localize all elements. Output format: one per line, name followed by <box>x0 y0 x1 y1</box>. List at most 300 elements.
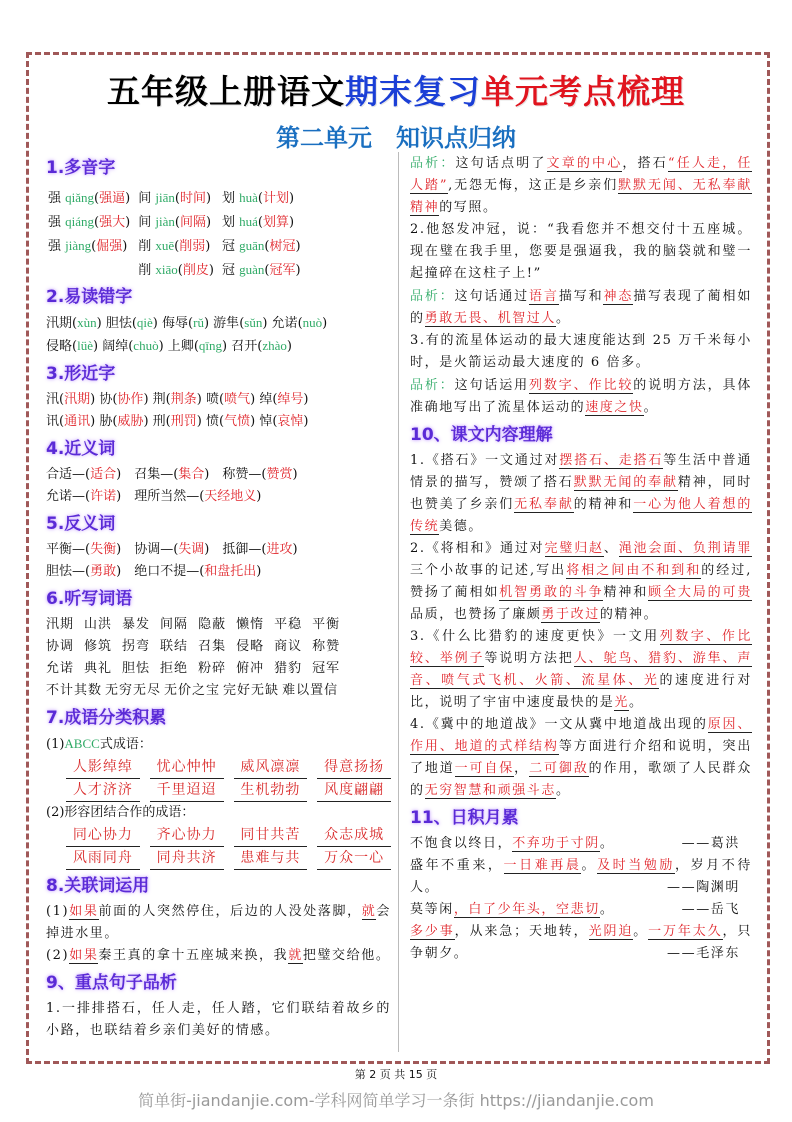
line: 侵略(lüè) 阔绰(chuò) 上卿(qīng) 召开(zhào) <box>46 338 292 354</box>
idiom: 得意扬扬 <box>317 756 391 779</box>
character: 削 <box>138 262 152 278</box>
section-heading: 10、课文内容理解 <box>410 425 553 445</box>
text: 会掉进水里。 <box>46 904 391 941</box>
key-phrase: 就 <box>288 948 303 963</box>
idiom: 忧心忡忡 <box>150 756 224 779</box>
title-part-grade: 五年级上册语文 <box>107 72 345 111</box>
pinyin: jiān <box>155 189 175 205</box>
section-heading: 7.成语分类积累 <box>46 708 167 728</box>
text: 描写表现了蔺相如的 <box>410 289 752 326</box>
text: 1.一排排搭石，任人走，任人踏，它们联结着故乡的小路，也联结着乡亲们美好的情感。 <box>46 1001 391 1038</box>
dictation-words <box>46 614 391 702</box>
key-phrase: 一万年太久 <box>648 924 723 939</box>
text: ， <box>514 761 530 776</box>
key-phrase: ，白了少年头，空悲切 <box>453 902 600 917</box>
section-heading: 2.易读错字 <box>46 287 133 307</box>
key-phrase: 一日难再晨 <box>503 858 582 873</box>
idiom: 齐心协力 <box>150 824 224 847</box>
polyphone-cell: 削 xiāo(削皮) <box>138 261 214 278</box>
example-word: 削弱 <box>179 238 206 254</box>
page-number: 第 2 页 共 15 页 <box>354 1068 438 1081</box>
key-phrase: 机智勇敢的斗争 <box>499 585 604 600</box>
line <box>46 636 391 658</box>
section-heading: 5.反义词 <box>46 514 116 534</box>
idiom-list-abcc <box>46 756 391 802</box>
dictation-word: 拒绝 <box>160 661 189 676</box>
pinyin: sǔn <box>244 315 263 330</box>
word: 刑 <box>152 414 166 429</box>
text: 2.《将相和》通过对 <box>410 541 545 556</box>
line <box>46 658 391 680</box>
abcc-label: ABCC <box>64 736 100 751</box>
key-phrase: 勇敢无畏、机智过人 <box>424 311 557 326</box>
word: 理所当然 <box>134 489 187 504</box>
answer: 喷气 <box>224 392 251 407</box>
word: 胆怯 <box>46 564 73 579</box>
answer: 气愤 <box>224 414 251 429</box>
text: 3.《什么比猎豹的速度更快》一文用 <box>410 629 660 644</box>
key-phrase: 勇于改过 <box>541 607 600 622</box>
text: 等生活中普通情景的描写，赞颂了搭石 <box>410 453 752 490</box>
polyphone-cell: 强 qiáng(强大) <box>48 213 131 230</box>
key-phrase: 语言 <box>529 289 559 304</box>
paragraph <box>410 538 752 626</box>
idiom: 千里迢迢 <box>150 779 224 802</box>
line <box>46 680 391 702</box>
dictation-word: 山洪 <box>84 617 113 632</box>
text: 这句话通过 <box>454 289 530 304</box>
key-phrase: 顾全大局的可贵 <box>648 585 753 600</box>
author: ——毛泽东 <box>667 946 740 961</box>
line: 胆怯—(勇敢) 绝口不提—(和盘托出) <box>46 564 275 579</box>
paragraph <box>46 945 391 967</box>
antonyms <box>46 539 391 583</box>
text: 这句话点明了 <box>455 156 547 171</box>
idiom: 同甘共苦 <box>234 824 308 847</box>
word: 侵略 <box>46 339 73 354</box>
watermark: 简单街-jiandanjie.com-学科网简单学习一条街 https://jiandanjie.com <box>138 1091 654 1110</box>
text: 。 <box>599 836 615 851</box>
idiom: 风雨同舟 <box>66 847 140 870</box>
answer: 汛期 <box>64 392 91 407</box>
author: ——岳飞 <box>681 902 740 917</box>
text: 三个小故事的记述,写出 <box>410 563 567 578</box>
word: 平衡 <box>46 542 73 557</box>
text: ，岁月不待人。 <box>410 858 752 895</box>
answer: 绰号 <box>277 392 304 407</box>
answer: 适合 <box>90 467 117 482</box>
dictation-word: 商议 <box>274 639 303 654</box>
dictation-word: 协调 <box>46 639 75 654</box>
text: 。 <box>599 902 615 917</box>
misread-words <box>46 312 391 358</box>
paragraph <box>410 714 752 802</box>
text: 精神，同时也赞美了乡亲们 <box>410 475 752 512</box>
answer: 进攻 <box>266 542 293 557</box>
text: 莫等闲 <box>410 902 454 917</box>
paragraph <box>410 899 752 921</box>
word: 侮辱 <box>162 316 189 331</box>
section-heading: 1.多音字 <box>46 158 116 178</box>
page-subtitle: 第二单元 知识点归纳 <box>276 124 516 152</box>
key-phrase: 无穷智慧和顽强斗志 <box>424 783 557 798</box>
answer: 许诺 <box>90 489 117 504</box>
idiom: 生机勃勃 <box>234 779 308 802</box>
idiom: 同心协力 <box>66 824 140 847</box>
key-phrase: 默默无闻的奉献 <box>573 475 678 490</box>
line: 讯(通讯) 胁(威胁) 刑(刑罚) 愤(气愤) 悼(哀悼) <box>46 414 309 429</box>
answer: 威胁 <box>117 414 144 429</box>
dictation-word: 间隔 <box>160 617 189 632</box>
answer: 失衡 <box>90 542 117 557</box>
pinyin: qiè <box>136 315 153 330</box>
pinyin: jiàng <box>65 237 92 253</box>
text: ，搭石 <box>622 156 668 171</box>
paragraph <box>410 285 752 330</box>
text: 。 <box>581 858 598 873</box>
polyphone-cell: 冠 guàn(冠军) <box>221 261 301 278</box>
example-word: 时间 <box>179 190 206 206</box>
idiom: 众志成城 <box>317 824 391 847</box>
dictation-word: 拐弯 <box>122 639 151 654</box>
character: 强 <box>48 190 62 206</box>
sub-label: 式成语： <box>99 737 152 752</box>
polyphone-table <box>46 183 309 281</box>
idiom-sub2-label: (2)形容团结合作的成语： <box>46 805 195 820</box>
word: 绝口不提 <box>134 564 187 579</box>
line: 平衡—(失衡) 协调—(失调) 抵御—(进攻) <box>46 542 311 557</box>
text: 。 <box>556 783 571 798</box>
dictation-word: 允诺 <box>46 661 75 676</box>
word: 愤 <box>205 414 219 429</box>
key-phrase: 无私奉献 <box>514 497 574 512</box>
daily-accumulation <box>410 833 752 965</box>
dictation-word: 称赞 <box>312 639 341 654</box>
dictation-word: 无价之宝 <box>164 683 221 698</box>
idiom: 人才济济 <box>66 779 140 802</box>
pinyin: xùn <box>77 315 97 330</box>
author: ——陶渊明 <box>667 880 740 895</box>
idiom: 人影绰绰 <box>66 756 140 779</box>
example-word: 强大 <box>99 214 126 230</box>
answer: 勇敢 <box>90 564 117 579</box>
idiom-list-unity <box>46 824 391 870</box>
text: 1.《搭石》一文通过对 <box>410 453 560 468</box>
dictation-word: 完好无缺 <box>223 683 280 698</box>
paragraph <box>410 374 752 419</box>
word: 绰 <box>259 392 273 407</box>
sub-label: (1) <box>46 737 65 752</box>
pinyin: qīng <box>198 338 223 353</box>
key-phrase: “任人走，任人踏” <box>410 156 752 193</box>
line <box>46 614 391 636</box>
key-phrase: 就 <box>361 904 377 919</box>
answer: 通讯 <box>64 414 91 429</box>
text: (1) <box>46 904 70 919</box>
character: 冠 <box>221 238 235 254</box>
word: 合适 <box>46 467 73 482</box>
word: 允诺 <box>46 489 73 504</box>
pinyin: guàn <box>239 261 265 277</box>
character: 强 <box>48 238 62 254</box>
paragraph <box>46 998 391 1042</box>
word: 讯 <box>46 414 60 429</box>
character: 划 <box>221 190 235 206</box>
key-phrase: 渑池会面、负荆请罪 <box>618 541 752 556</box>
analysis-label: 品析： <box>410 377 455 392</box>
idiom: 威风凛凛 <box>234 756 308 779</box>
key-phrase: 如果 <box>69 948 99 963</box>
text: 等说明方法把 <box>484 651 574 666</box>
left-column <box>46 152 391 1042</box>
text: 不饱食以终日， <box>410 836 513 851</box>
key-phrase: 光 <box>614 695 630 710</box>
dictation-word: 无穷无尽 <box>105 683 162 698</box>
pinyin: huà <box>239 189 258 205</box>
paragraph <box>46 901 391 945</box>
text: 前面的人突然停住，后边的人没处落脚， <box>98 904 362 919</box>
word: 召开 <box>231 339 258 354</box>
line: 合适—(适合) 召集—(集合) 称赞—(赞赏) <box>46 467 311 482</box>
line: 允诺—(许诺) 理所当然—(天经地义) <box>46 489 275 504</box>
text: 这句话运用 <box>454 378 530 393</box>
text: 把璧交给他。 <box>302 948 391 963</box>
key-phrase: 摆搭石、走搭石 <box>559 453 664 468</box>
word: 胆怯 <box>105 316 132 331</box>
pinyin: lüè <box>77 338 93 353</box>
text: 、 <box>603 541 619 556</box>
paragraph <box>410 626 752 714</box>
word: 悼 <box>259 414 273 429</box>
key-phrase: 一心为他人着想的传统 <box>410 497 752 534</box>
key-phrase: 不弃功于寸阴 <box>512 836 600 851</box>
table-row <box>48 209 307 231</box>
text-comprehension <box>410 450 752 802</box>
dictation-word: 汛期 <box>46 617 75 632</box>
section-heading: 8.关联词运用 <box>46 876 150 896</box>
key-phrase: 二可御敌 <box>529 761 589 776</box>
text: (2) <box>46 948 70 963</box>
text: 的作用，歌颂了人民群众的 <box>410 761 752 798</box>
example-word: 强逼 <box>99 190 126 206</box>
dictation-word: 俯冲 <box>236 661 265 676</box>
word: 汛 <box>46 392 60 407</box>
word: 上卿 <box>167 339 194 354</box>
text: 。 <box>633 924 649 939</box>
dictation-word: 不计其数 <box>46 683 103 698</box>
key-phrase: 神态 <box>603 289 634 304</box>
key-phrase: 一可自保 <box>454 761 515 776</box>
text: 的精神。 <box>599 607 659 622</box>
dictation-word: 召集 <box>198 639 227 654</box>
answer: 失调 <box>178 542 205 557</box>
text: 。 <box>556 311 571 326</box>
text: ，只争朝夕。 <box>410 924 752 961</box>
text: 等方面进行介绍和说明，突出了地道 <box>410 739 752 776</box>
page-title <box>0 66 792 113</box>
table-row <box>48 233 307 255</box>
text: 的说明方法，具体准确地写出了流星体运动的 <box>410 378 752 415</box>
word: 协 <box>99 392 113 407</box>
line: 汛期(xùn) 胆怯(qiè) 侮辱(rǔ) 游隼(sǔn) 允诺(nuò) <box>46 315 328 331</box>
idiom: 风度翩翩 <box>317 779 391 802</box>
key-sentence-analysis <box>46 998 391 1042</box>
word: 阔绰 <box>102 339 129 354</box>
text: 描写和 <box>558 289 604 304</box>
text: 3.有的流星体运动的最大速度能达到 25 万千米每小时，是火箭运动最大速度的 6 倍多。 <box>410 333 752 370</box>
pinyin: qiáng <box>65 213 95 229</box>
table-row <box>48 185 307 207</box>
text: 的经过,赞扬了蔺相如 <box>410 563 752 600</box>
character: 间 <box>138 190 152 206</box>
pinyin: rǔ <box>193 315 204 330</box>
text: 。 <box>643 400 659 415</box>
pinyin: nuò <box>302 315 323 330</box>
text: 盛年不重来， <box>410 858 504 873</box>
character: 强 <box>48 214 62 230</box>
polyphone-cell: 划 huà(计划) <box>221 189 295 206</box>
dictation-word: 修筑 <box>84 639 113 654</box>
dictation-word: 粉碎 <box>198 661 227 676</box>
conjunction-examples <box>46 901 391 967</box>
dictation-word: 隐蔽 <box>198 617 227 632</box>
word: 抵御 <box>222 542 249 557</box>
character: 冠 <box>221 262 235 278</box>
key-phrase: 多少事 <box>410 924 455 939</box>
pinyin: chuò <box>133 338 159 353</box>
character: 间 <box>138 214 152 230</box>
key-phrase: 如果 <box>69 904 99 919</box>
dictation-word: 暴发 <box>122 617 151 632</box>
dictation-word: 平衡 <box>312 617 341 632</box>
pinyin: zhào <box>262 338 287 353</box>
dictation-word: 典礼 <box>84 661 113 676</box>
paragraph <box>410 833 752 855</box>
answer: 和盘托出 <box>204 564 257 579</box>
text: 品质，也赞扬了廉颇 <box>410 607 542 622</box>
answer: 天经地义 <box>204 489 257 504</box>
paragraph <box>410 855 752 899</box>
key-phrase: 速度之快 <box>585 400 644 415</box>
section-heading: 6.听写词语 <box>46 589 133 609</box>
key-phrase: 及时当勉励 <box>597 858 675 873</box>
key-phrase: 光阴迫 <box>588 924 634 939</box>
word: 汛期 <box>46 316 73 331</box>
word: 胁 <box>99 414 113 429</box>
example-word: 倔强 <box>96 238 123 254</box>
similar-characters <box>46 389 391 433</box>
idiom: 同舟共济 <box>150 847 224 870</box>
line: 汛(汛期) 协(协作) 荆(荆条) 喷(喷气) 绰(绰号) <box>46 392 309 407</box>
text: 精神和 <box>603 585 649 600</box>
idiom: 万众一心 <box>317 847 391 870</box>
polyphone-cell: 间 jiàn(间隔) <box>138 213 212 230</box>
word: 称赞 <box>222 467 249 482</box>
text: ,无怨无悔，这正是乡亲们 <box>448 178 619 193</box>
key-sentence-analysis-cont <box>410 152 752 419</box>
paragraph <box>410 219 752 285</box>
text: 秦王真的拿十五座城来换，我 <box>98 948 289 963</box>
character: 划 <box>221 214 235 230</box>
key-phrase: 列数字、作比较 <box>529 378 634 393</box>
idiom-sub1-label <box>46 733 391 756</box>
idiom: 患难与共 <box>234 847 308 870</box>
text: 。 <box>629 695 644 710</box>
polyphone-cell: 间 jiān(时间) <box>138 189 212 206</box>
text: 4.《冀中的地道战》一文从冀中地道战出现的 <box>410 717 708 732</box>
dictation-word: 冠军 <box>312 661 341 676</box>
example-word: 计划 <box>262 190 289 206</box>
section-heading: 4.近义词 <box>46 439 116 459</box>
key-phrase: 完璧归赵 <box>544 541 604 556</box>
column-divider <box>398 152 399 1052</box>
table-row <box>48 257 307 279</box>
text: 的精神和 <box>573 497 634 512</box>
key-phrase: 列数字、作比较、举例子 <box>410 629 752 666</box>
polyphone-cell: 强 jiàng(倔强) <box>48 237 128 254</box>
pinyin: qiǎng <box>65 189 95 205</box>
pinyin: jiàn <box>155 213 175 229</box>
key-phrase: 默默无闻、无私奉献精神 <box>410 178 752 215</box>
word: 协调 <box>134 542 161 557</box>
character: 削 <box>138 238 152 254</box>
example-word: 划算 <box>262 214 289 230</box>
text: 的速度进行对比，说明了宇宙中速度最快的是 <box>410 673 752 710</box>
key-phrase: 将相之间由不和到和 <box>566 563 702 578</box>
pinyin: xiāo <box>155 261 178 277</box>
section-heading: 11、日积月累 <box>410 808 519 828</box>
answer: 哀悼 <box>277 414 304 429</box>
answer: 协作 <box>117 392 144 407</box>
answer: 集合 <box>178 467 205 482</box>
dictation-word: 猎豹 <box>274 661 303 676</box>
word: 允诺 <box>271 316 298 331</box>
right-column <box>410 152 752 965</box>
key-phrase: 文章的中心 <box>546 156 623 171</box>
paragraph <box>410 450 752 538</box>
dictation-word: 胆怯 <box>122 661 151 676</box>
paragraph <box>410 152 752 219</box>
section-heading: 9、重点句子品析 <box>46 973 177 993</box>
pinyin: xuē <box>155 237 175 253</box>
word: 荆 <box>152 392 166 407</box>
polyphone-cell: 冠 guān(树冠) <box>221 237 301 254</box>
dictation-word: 难以置信 <box>282 683 339 698</box>
title-part-review: 期末复习 <box>345 72 481 111</box>
synonyms <box>46 464 391 508</box>
word: 喷 <box>205 392 219 407</box>
example-word: 削皮 <box>182 262 209 278</box>
analysis-label: 品析： <box>410 288 455 303</box>
answer: 赞赏 <box>266 467 293 482</box>
dictation-word: 联结 <box>160 639 189 654</box>
text: 2.他怒发冲冠，说：“我看您并不想交付十五座城。现在璧在我手里，您要是强逼我，我的脑袋就和璧一起撞碎在这柱子上!” <box>410 222 752 281</box>
example-word: 树冠 <box>269 238 296 254</box>
polyphone-cell: 削 xuē(削弱) <box>138 237 211 254</box>
polyphone-cell: 强 qiǎng(强逼) <box>48 189 131 206</box>
word: 召集 <box>134 467 161 482</box>
pinyin: guān <box>239 237 265 253</box>
answer: 荆条 <box>170 392 197 407</box>
example-word: 间隔 <box>179 214 206 230</box>
key-phrase: 原因、作用、地道的式样结构 <box>410 717 752 754</box>
text: 的写照。 <box>439 200 498 215</box>
analysis-label: 品析： <box>410 155 456 170</box>
dictation-word: 懒惰 <box>236 617 265 632</box>
polyphone-cell: 划 huá(划算) <box>221 213 295 230</box>
key-phrase: 人、鸵鸟、猎豹、游隼、声音、喷气式飞机、火箭、流星体、光 <box>410 651 752 688</box>
example-word: 冠军 <box>269 262 296 278</box>
